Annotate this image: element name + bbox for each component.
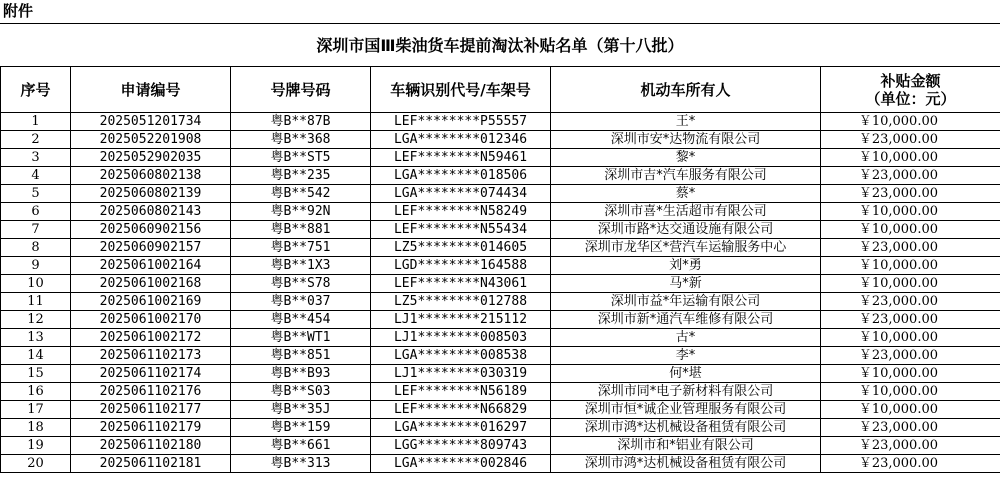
- cell-amount: ￥10,000.00: [821, 149, 1000, 167]
- cell-plate: 粤B**S78: [231, 275, 371, 293]
- cell-vin: LGA********008538: [371, 347, 551, 365]
- cell-application-no: 2025061102181: [71, 455, 231, 473]
- cell-owner: 深圳市和*铝业有限公司: [551, 437, 821, 455]
- table-row: [1, 149, 1000, 167]
- cell-vin: LEF********N43061: [371, 275, 551, 293]
- cell-seq: 10: [1, 275, 71, 293]
- cell-plate: 粤B**368: [231, 131, 371, 149]
- cell-owner: 深圳市龙华区*营汽车运输服务中心: [551, 239, 821, 257]
- table-row: [1, 419, 1000, 437]
- cell-owner: 深圳市恒*诚企业管理服务有限公司: [551, 401, 821, 419]
- cell-owner: 深圳市喜*生活超市有限公司: [551, 203, 821, 221]
- cell-amount: ￥23,000.00: [821, 131, 1000, 149]
- cell-plate: 粤B**661: [231, 437, 371, 455]
- table-row: [1, 365, 1000, 383]
- cell-seq: 13: [1, 329, 71, 347]
- attachment-label: 附件: [3, 2, 34, 20]
- cell-application-no: 2025061002168: [71, 275, 231, 293]
- table-row: [1, 347, 1000, 365]
- cell-amount: ￥10,000.00: [821, 365, 1000, 383]
- table-row: [1, 113, 1000, 131]
- cell-plate: 粤B**037: [231, 293, 371, 311]
- header-amount-unit: （单位：元）: [865, 89, 956, 108]
- cell-owner: 王*: [551, 113, 821, 131]
- cell-owner: 深圳市路*达交通设施有限公司: [551, 221, 821, 239]
- table-row: [1, 221, 1000, 239]
- cell-vin: LEF********N58249: [371, 203, 551, 221]
- cell-plate: 粤B**S03: [231, 383, 371, 401]
- cell-application-no: 2025060802138: [71, 167, 231, 185]
- cell-vin: LGA********074434: [371, 185, 551, 203]
- cell-amount: ￥23,000.00: [821, 293, 1000, 311]
- cell-amount: ￥23,000.00: [821, 311, 1000, 329]
- table-row: [1, 401, 1000, 419]
- cell-seq: 3: [1, 149, 71, 167]
- cell-owner: 深圳市新*通汽车维修有限公司: [551, 311, 821, 329]
- table-row: [1, 131, 1000, 149]
- cell-owner: 刘*勇: [551, 257, 821, 275]
- cell-amount: ￥10,000.00: [821, 329, 1000, 347]
- cell-amount: ￥10,000.00: [821, 113, 1000, 131]
- cell-amount: ￥10,000.00: [821, 383, 1000, 401]
- cell-seq: 4: [1, 167, 71, 185]
- cell-vin: LEF********N66829: [371, 401, 551, 419]
- cell-vin: LGA********002846: [371, 455, 551, 473]
- table-row: [1, 167, 1000, 185]
- cell-owner: 黎*: [551, 149, 821, 167]
- cell-owner: 李*: [551, 347, 821, 365]
- cell-application-no: 2025061102180: [71, 437, 231, 455]
- table-row: [1, 257, 1000, 275]
- cell-application-no: 2025060802139: [71, 185, 231, 203]
- cell-amount: ￥23,000.00: [821, 167, 1000, 185]
- cell-application-no: 2025061102173: [71, 347, 231, 365]
- cell-plate: 粤B**ST5: [231, 149, 371, 167]
- cell-vin: LJ1********215112: [371, 311, 551, 329]
- cell-seq: 9: [1, 257, 71, 275]
- cell-amount: ￥23,000.00: [821, 347, 1000, 365]
- cell-application-no: 2025052902035: [71, 149, 231, 167]
- cell-amount: ￥23,000.00: [821, 455, 1000, 473]
- header-application-no: 申请编号: [71, 67, 231, 113]
- cell-application-no: 2025052201908: [71, 131, 231, 149]
- table-row: [1, 311, 1000, 329]
- cell-amount: ￥10,000.00: [821, 221, 1000, 239]
- cell-vin: LEF********N56189: [371, 383, 551, 401]
- cell-vin: LGD********164588: [371, 257, 551, 275]
- cell-seq: 18: [1, 419, 71, 437]
- table-row: [1, 293, 1000, 311]
- cell-vin: LGA********012346: [371, 131, 551, 149]
- header-row: [1, 67, 1000, 113]
- cell-vin: LGA********016297: [371, 419, 551, 437]
- cell-plate: 粤B**881: [231, 221, 371, 239]
- cell-seq: 6: [1, 203, 71, 221]
- cell-application-no: 2025061002170: [71, 311, 231, 329]
- cell-plate: 粤B**92N: [231, 203, 371, 221]
- table-row: [1, 437, 1000, 455]
- header-vin: 车辆识别代号/车架号: [371, 67, 551, 113]
- cell-plate: 粤B**35J: [231, 401, 371, 419]
- cell-vin: LJ1********030319: [371, 365, 551, 383]
- cell-plate: 粤B**1X3: [231, 257, 371, 275]
- header-plate: 号牌号码: [231, 67, 371, 113]
- document-title: 深圳市国Ⅲ柴油货车提前淘汰补贴名单（第十八批）: [316, 36, 684, 55]
- cell-plate: 粤B**454: [231, 311, 371, 329]
- cell-application-no: 2025061102179: [71, 419, 231, 437]
- cell-owner: 深圳市安*达物流有限公司: [551, 131, 821, 149]
- cell-application-no: 2025061002169: [71, 293, 231, 311]
- cell-vin: LEF********P55557: [371, 113, 551, 131]
- cell-vin: LGA********018506: [371, 167, 551, 185]
- cell-owner: 深圳市同*电子新材料有限公司: [551, 383, 821, 401]
- subsidy-table: [0, 66, 1000, 473]
- cell-owner: 古*: [551, 329, 821, 347]
- cell-amount: ￥10,000.00: [821, 275, 1000, 293]
- cell-amount: ￥23,000.00: [821, 239, 1000, 257]
- cell-application-no: 2025061002172: [71, 329, 231, 347]
- header-seq: 序号: [1, 67, 71, 113]
- cell-application-no: 2025061102174: [71, 365, 231, 383]
- cell-application-no: 2025060902156: [71, 221, 231, 239]
- cell-owner: 何*堪: [551, 365, 821, 383]
- cell-plate: 粤B**751: [231, 239, 371, 257]
- cell-seq: 12: [1, 311, 71, 329]
- table-row: [1, 275, 1000, 293]
- cell-plate: 粤B**159: [231, 419, 371, 437]
- cell-seq: 19: [1, 437, 71, 455]
- cell-application-no: 2025051201734: [71, 113, 231, 131]
- cell-seq: 7: [1, 221, 71, 239]
- cell-seq: 20: [1, 455, 71, 473]
- cell-plate: 粤B**851: [231, 347, 371, 365]
- cell-plate: 粤B**313: [231, 455, 371, 473]
- table-row: [1, 185, 1000, 203]
- cell-seq: 17: [1, 401, 71, 419]
- cell-vin: LEF********N59461: [371, 149, 551, 167]
- cell-owner: 深圳市鸿*达机械设备租赁有限公司: [551, 455, 821, 473]
- cell-vin: LGG********809743: [371, 437, 551, 455]
- cell-amount: ￥10,000.00: [821, 401, 1000, 419]
- cell-plate: 粤B**87B: [231, 113, 371, 131]
- cell-plate: 粤B**B93: [231, 365, 371, 383]
- cell-amount: ￥10,000.00: [821, 257, 1000, 275]
- cell-seq: 8: [1, 239, 71, 257]
- cell-amount: ￥23,000.00: [821, 437, 1000, 455]
- cell-owner: 深圳市鸿*达机械设备租赁有限公司: [551, 419, 821, 437]
- table-body: [1, 113, 1000, 473]
- cell-owner: 马*新: [551, 275, 821, 293]
- table-row: [1, 203, 1000, 221]
- table-row: [1, 239, 1000, 257]
- header-amount: [821, 67, 1000, 113]
- cell-application-no: 2025060902157: [71, 239, 231, 257]
- cell-plate: 粤B**235: [231, 167, 371, 185]
- table-row: [1, 329, 1000, 347]
- cell-seq: 1: [1, 113, 71, 131]
- cell-owner: 蔡*: [551, 185, 821, 203]
- cell-seq: 2: [1, 131, 71, 149]
- header-amount-label: 补贴金额: [880, 71, 941, 90]
- cell-amount: ￥10,000.00: [821, 203, 1000, 221]
- cell-seq: 14: [1, 347, 71, 365]
- cell-application-no: 2025060802143: [71, 203, 231, 221]
- cell-vin: LZ5********014605: [371, 239, 551, 257]
- cell-application-no: 2025061102176: [71, 383, 231, 401]
- cell-seq: 5: [1, 185, 71, 203]
- cell-application-no: 2025061002164: [71, 257, 231, 275]
- cell-seq: 11: [1, 293, 71, 311]
- title-row: [0, 23, 1000, 67]
- cell-vin: LJ1********008503: [371, 329, 551, 347]
- cell-seq: 15: [1, 365, 71, 383]
- table-row: [1, 383, 1000, 401]
- table-header: [1, 67, 1000, 113]
- cell-application-no: 2025061102177: [71, 401, 231, 419]
- cell-owner: 深圳市吉*汽车服务有限公司: [551, 167, 821, 185]
- cell-amount: ￥23,000.00: [821, 419, 1000, 437]
- cell-vin: LZ5********012788: [371, 293, 551, 311]
- cell-amount: ￥23,000.00: [821, 185, 1000, 203]
- cell-plate: 粤B**542: [231, 185, 371, 203]
- cell-vin: LEF********N55434: [371, 221, 551, 239]
- cell-plate: 粤B**WT1: [231, 329, 371, 347]
- table-row: [1, 455, 1000, 473]
- cell-seq: 16: [1, 383, 71, 401]
- cell-owner: 深圳市益*年运输有限公司: [551, 293, 821, 311]
- header-owner: 机动车所有人: [551, 67, 821, 113]
